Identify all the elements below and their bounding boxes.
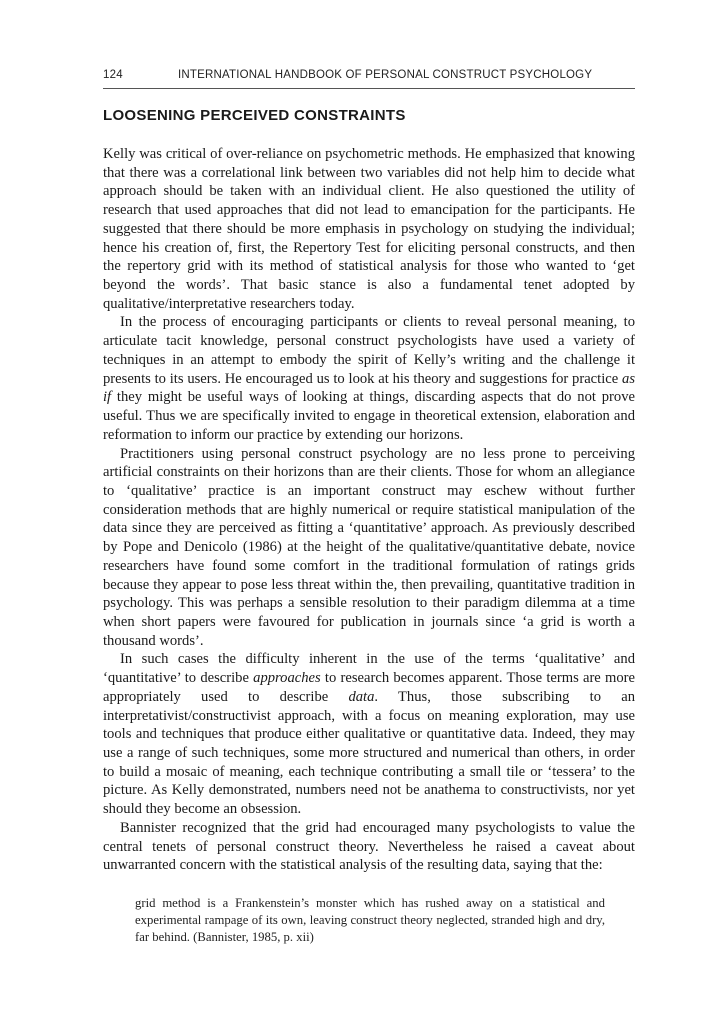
paragraph-4-text-a: In such cases the difficulty inherent in the use of the terms ‘qualitative’ and ‘quantitative’ to describe [103,651,635,687]
paragraph-2 [103,313,635,444]
paragraph-4-emphasis-data: data [348,688,375,705]
paragraph-4 [103,650,635,818]
page-number: 124 [103,69,123,81]
body-text [103,145,635,875]
paragraph-1: Kelly was critical of over-reliance on psychometric methods. He emphasized that knowing that there was a correlational link between two variables did not help him to decide what approach should be taken with an individual client. He also questioned the utility of research that used approaches that did not lead to emancipation for the participants. He suggested that there should be more emphasis in psychology on studying the individual; hence his creation of, first, the Repertory Test for eliciting personal constructs, and then the repertory grid with its method of statistical analysis for those who wanted to ‘get beyond the words’. That basic stance is also a fundamental tenet adopted by qualitative/interpretative researchers today. [103,146,635,312]
paragraph-4-emphasis-approaches: approaches [253,670,321,687]
paragraph-4-text-b: to research becomes apparent. Those terms are more appropriately used to describe [103,670,635,705]
paragraph-4-text-c: . Thus, those subscribing to an interpretativist/constructivist approach, with a focus on meaning exploration, may use tools and techniques that produce either qualitative or quantitative data. Indeed, they may use a range of such techniques, some more structured and numerical than others, in order to build a mosaic of meaning, each technique contributing a small tile or ‘tessera’ to the picture. As Kelly demonstrated, numbers need not be anathema to constructivists, nor yet should they become an obsession. [103,688,635,818]
paragraph-3: Practitioners using personal construct psychology are no less prone to perceiving artificial constraints on their horizons than are their clients. Those for whom an allegiance to ‘qualitative’ practice is an important construct may eschew without further consideration methods that are highly numerical or require statistical manipulation of the data since they are perceived as fitting a ‘quantitative’ approach. As previously described by Pope and Denicolo (1986) at the height of the qualitative/quantitative debate, novice researchers have found some comfort in the traditional formulation of ratings grids because they appear to pose less threat within the, then prevailing, quantitative tradition in psychology. This was perhaps a sensible resolution to their paradigm dilemma at a time when short papers were favoured for publication in journals since ‘a grid is worth a thousand words’. [103,445,635,649]
paragraph-5: Bannister recognized that the grid had encouraged many psychologists to value the central tenets of personal construct theory. Nevertheless he raised a caveat about unwarranted concern with the statistical analysis of the resulting data, saying that the: [103,819,635,874]
paragraph-2-emphasis: as if [103,370,635,406]
header-rule [103,88,635,89]
block-quote: grid method is a Frankenstein’s monster which has rushed away on a statistical and experimental rampage of its own, leaving construct theory neglected, stranded high and dry, far behind. (Bannister, 1985, p. xii) [135,896,605,944]
paragraph-2-text-a: In the process of encouraging participants or clients to reveal personal meaning, to articulate tacit knowledge, personal construct psychologists have used a variety of techniques in an attempt to embody the spirit of Kelly’s writing and the challenge it presents to its users. He encouraged us to look at his theory and suggestions for practice [103,314,635,387]
book-title: INTERNATIONAL HANDBOOK OF PERSONAL CONSTRUCT PSYCHOLOGY [178,69,593,81]
section-heading: LOOSENING PERCEIVED CONSTRAINTS [103,107,406,124]
paragraph-2-text-b: they might be useful ways of looking at things, discarding aspects that do not prove useful. Thus we are specifically invited to engage in theoretical extension, elaboration and reformation to inform our practice by extending our horizons. [103,389,635,443]
